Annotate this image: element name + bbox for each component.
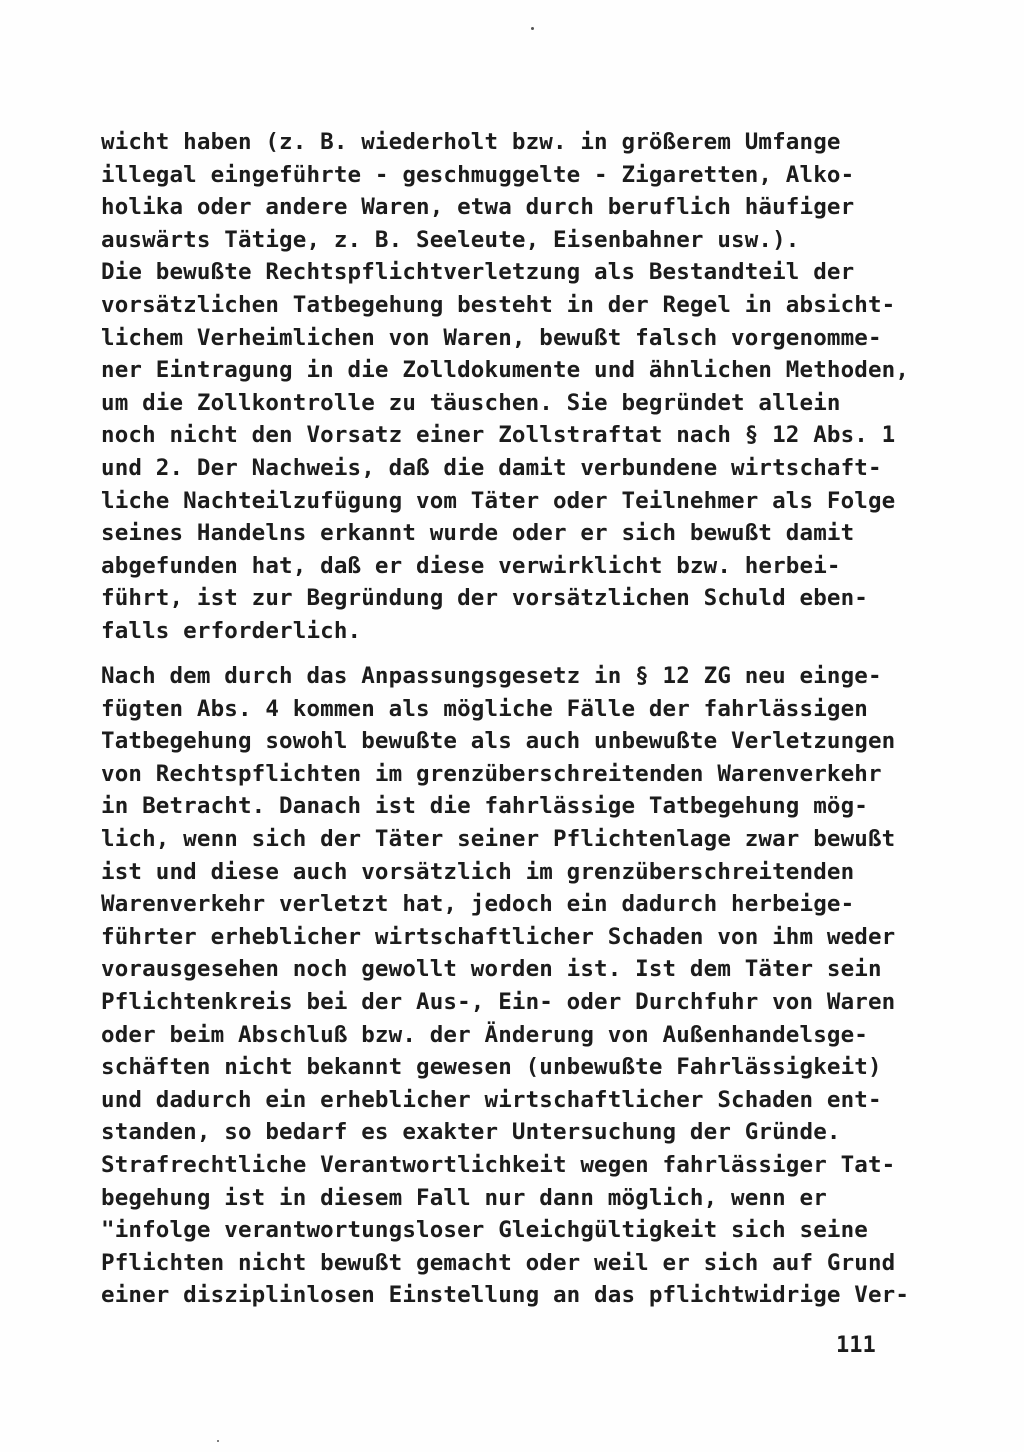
text-line: lich, wenn sich der Täter seiner Pflichtenlage zwar bewußt — [101, 825, 896, 852]
text-line: Nach dem durch das Anpassungsgesetz in § 12 ZG neu einge- — [101, 663, 882, 689]
text-line: von Rechtspflichten im grenzüberschreitenden Warenverkehr — [101, 760, 882, 787]
text-line: schäften nicht bekannt gewesen (unbewußte Fahrlässigkeit) — [101, 1054, 882, 1081]
text-line: in Betracht. Danach ist die fahrlässige Tatbegehung mög- — [101, 793, 868, 820]
text-line: illegal eingeführte - geschmuggelte - Zigaretten, Alko- — [101, 161, 855, 188]
text-line: "infolge verantwortungsloser Gleichgültigkeit sich seine — [101, 1217, 868, 1244]
text-line: auswärts Tätige, z. B. Seeleute, Eisenbahner usw.). — [101, 226, 800, 253]
text-line: wicht haben (z. B. wiederholt bzw. in größerem Umfange — [101, 129, 841, 155]
text-line: Pflichtenkreis bei der Aus-, Ein- oder Durchfuhr von Waren — [101, 988, 896, 1015]
text-line: um die Zollkontrolle zu täuschen. Sie begründet allein — [101, 389, 841, 416]
text-line: lichem Verheimlichen von Waren, bewußt falsch vorgenomme- — [101, 324, 882, 351]
scan-speck — [531, 27, 534, 30]
text-line: Tatbegehung sowohl bewußte als auch unbewußte Verletzungen — [101, 728, 896, 755]
text-line: führter erheblicher wirtschaftlicher Schaden von ihm weder — [101, 923, 896, 950]
text-line: vorsätzlichen Tatbegehung besteht in der Regel in absicht- — [101, 291, 896, 318]
text-line: falls erforderlich. — [101, 617, 362, 644]
text-line: standen, so bedarf es exakter Untersuchung der Gründe. — [101, 1119, 841, 1146]
text-line: Die bewußte Rechtspflichtverletzung als Bestandteil der — [101, 259, 855, 286]
text-line: seines Handelns erkannt wurde oder er sich bewußt damit — [101, 520, 855, 547]
text-line: Strafrechtliche Verantwortlichkeit wegen fahrlässiger Tat- — [101, 1151, 896, 1178]
text-line: und dadurch ein erheblicher wirtschaftlicher Schaden ent- — [101, 1086, 882, 1113]
text-line: führt, ist zur Begründung der vorsätzlichen Schuld eben- — [101, 585, 868, 612]
text-line: fügten Abs. 4 kommen als mögliche Fälle der fahrlässigen — [101, 695, 868, 722]
text-line: liche Nachteilzufügung vom Täter oder Teilnehmer als Folge — [101, 487, 896, 514]
page-number: 111 — [836, 1333, 876, 1358]
text-line: noch nicht den Vorsatz einer Zollstraftat nach § 12 Abs. 1 — [101, 422, 896, 449]
text-line: vorausgesehen noch gewollt worden ist. Ist dem Täter sein — [101, 956, 882, 983]
paragraph-1 — [101, 126, 910, 648]
text-line: abgefunden hat, daß er diese verwirklicht bzw. herbei- — [101, 552, 841, 579]
paragraph-2 — [101, 660, 910, 1312]
text-line: holika oder andere Waren, etwa durch beruflich häufiger — [101, 194, 855, 221]
text-line: Pflichten nicht bewußt gemacht oder weil er sich auf Grund — [101, 1249, 896, 1276]
text-line: einer disziplinlosen Einstellung an das pflichtwidrige Ver- — [101, 1282, 910, 1309]
scan-speck — [217, 1440, 219, 1442]
text-line: begehung ist in diesem Fall nur dann möglich, wenn er — [101, 1184, 827, 1211]
text-line: Warenverkehr verletzt hat, jedoch ein dadurch herbeige- — [101, 891, 855, 918]
text-line: ner Eintragung in die Zolldokumente und ähnlichen Methoden, — [101, 357, 910, 384]
text-line: ist und diese auch vorsätzlich im grenzüberschreitenden — [101, 858, 855, 885]
text-line: oder beim Abschluß bzw. der Änderung von Außenhandelsge- — [101, 1021, 868, 1048]
text-line: und 2. Der Nachweis, daß die damit verbundene wirtschaft- — [101, 454, 882, 481]
